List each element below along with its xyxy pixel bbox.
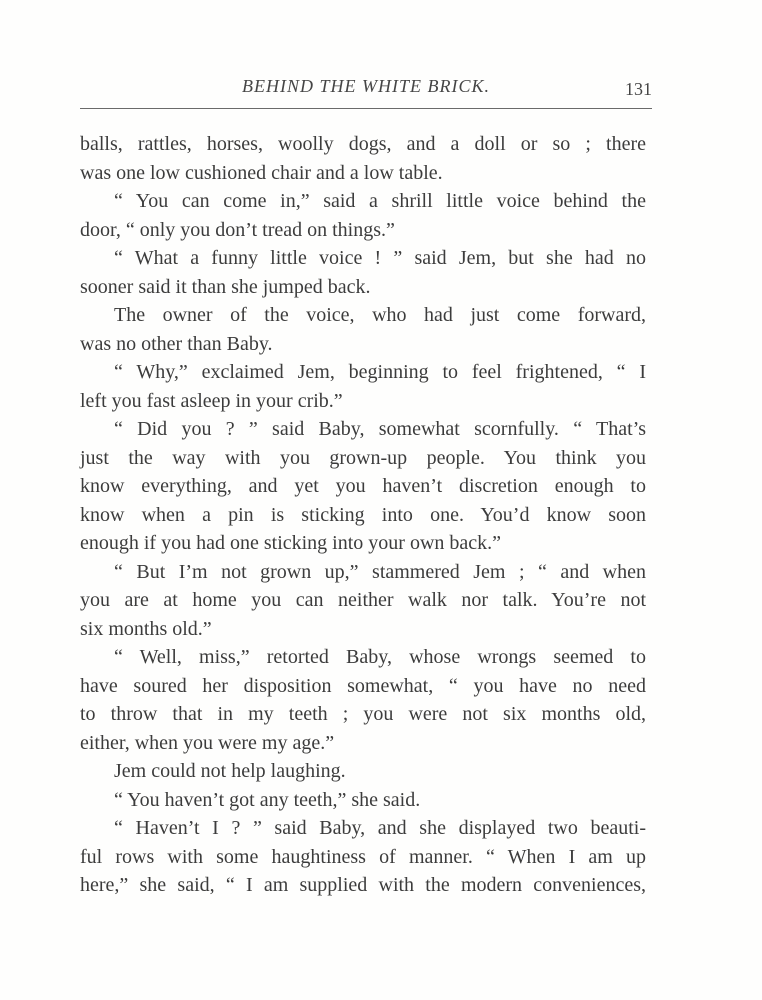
text-line: have soured her disposition somewhat, “ you have no need	[80, 674, 646, 697]
text-line: “ You haven’t got any teeth,” she said.	[114, 788, 421, 811]
header-rule	[80, 108, 652, 109]
text-line: to throw that in my teeth ; you were not six months old,	[80, 703, 646, 725]
body-text	[80, 130, 646, 900]
text-line: “ But I’m not grown up,” stammered Jem ; “ and when	[114, 560, 646, 583]
text-line: just the way with you grown-up people. You think you	[80, 446, 646, 469]
text-line: “ Haven’t I ? ” said Baby, and she displayed two beauti-	[114, 817, 646, 839]
running-head	[80, 76, 652, 100]
page-number: 131	[625, 79, 652, 99]
text-line: door, “ only you don’t tread on things.”	[80, 218, 395, 241]
text-line: “ You can come in,” said a shrill little voice behind the	[114, 190, 646, 212]
text-line: “ What a funny little voice ! ” said Jem, but she had no	[114, 247, 646, 269]
text-line: either, when you were my age.”	[80, 731, 335, 754]
text-line: here,” she said, “ I am supplied with the modern conveniences,	[80, 874, 646, 896]
text-line: ful rows with some haughtiness of manner. “ When I am up	[80, 845, 646, 868]
text-line: The owner of the voice, who had just come forward,	[114, 304, 646, 326]
text-line: was one low cushioned chair and a low table.	[80, 161, 443, 184]
running-title: BEHIND THE WHITE BRICK.	[242, 76, 490, 96]
text-line: was no other than Baby.	[80, 332, 273, 355]
text-line: Jem could not help laughing.	[114, 760, 346, 782]
text-line: six months old.”	[80, 617, 212, 640]
text-line: know when a pin is sticking into one. You’d know soon	[80, 503, 646, 526]
text-line: “ Did you ? ” said Baby, somewhat scornfully. “ That’s	[114, 418, 646, 440]
text-line: balls, rattles, horses, woolly dogs, and a doll or so ; there	[80, 133, 646, 155]
text-line: sooner said it than she jumped back.	[80, 275, 371, 298]
text-line: enough if you had one sticking into your own back.”	[80, 532, 502, 554]
text-line: you are at home you can neither walk nor talk. You’re not	[80, 589, 646, 611]
text-line: “ Well, miss,” retorted Baby, whose wrongs seemed to	[114, 646, 646, 668]
text-line: left you fast asleep in your crib.”	[80, 389, 343, 412]
text-line: “ Why,” exclaimed Jem, beginning to feel frightened, “ I	[114, 361, 646, 383]
text-line: know everything, and yet you haven’t discretion enough to	[80, 475, 646, 497]
